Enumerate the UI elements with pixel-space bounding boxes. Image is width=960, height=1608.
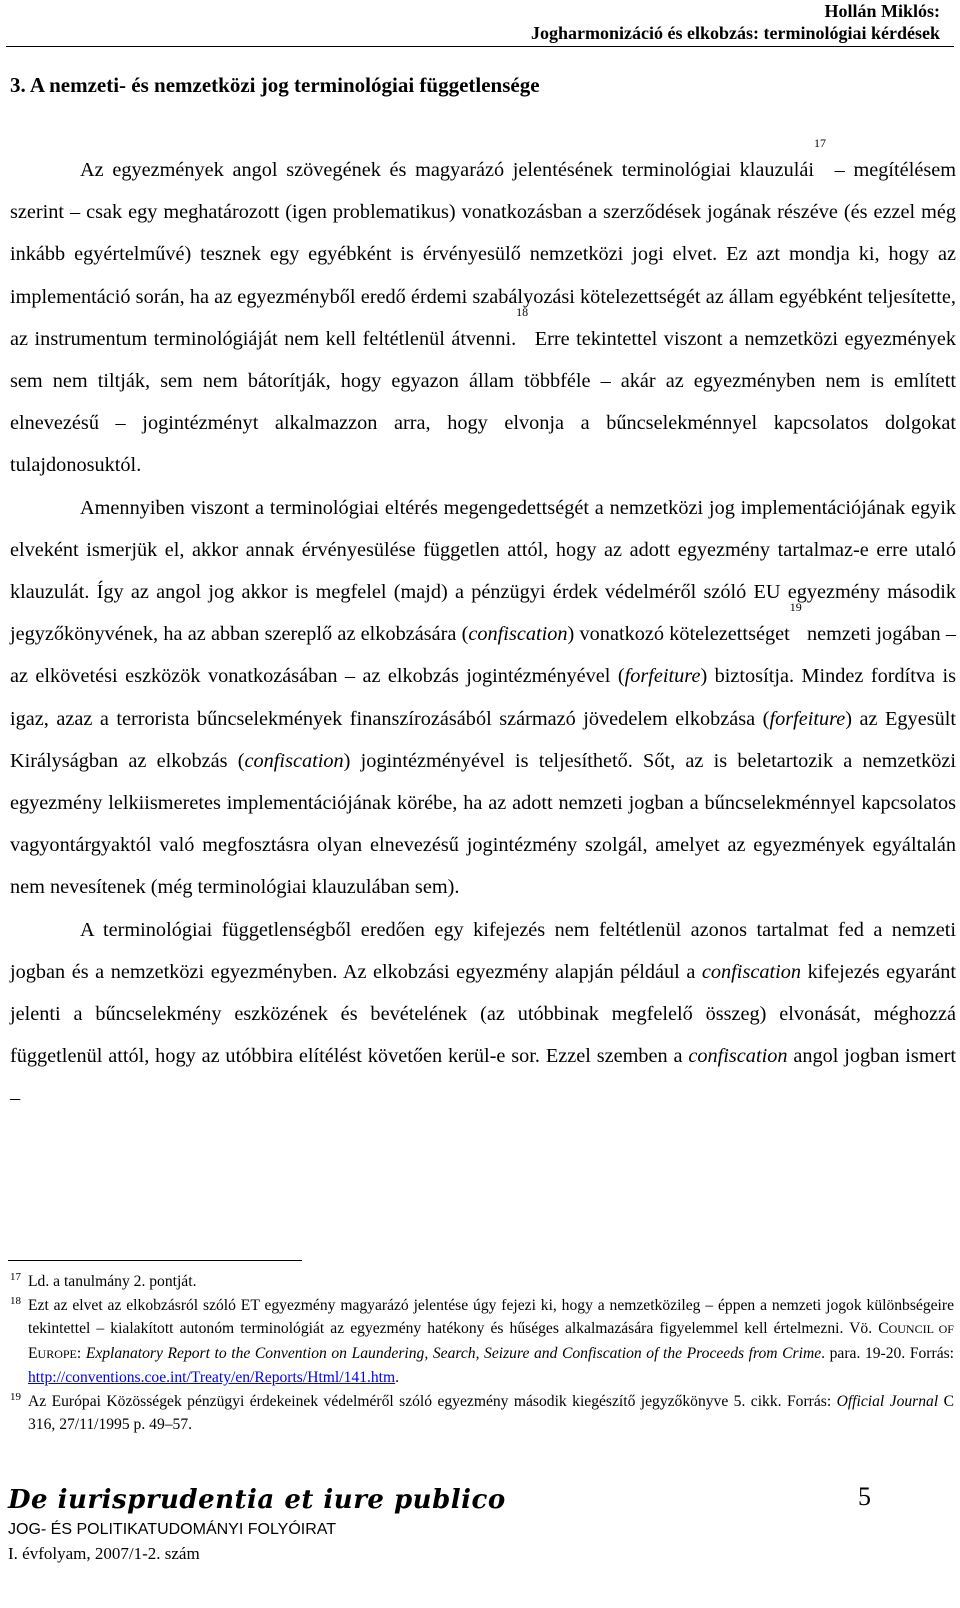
text-run: kifejezés egyaránt jelenti a bűncselekmény eszközének és bevételének (az utóbbinak megfelelő összeg) elvonását, méghozzá függetlenül attól, hogy az utóbbira elítélést követően kerül-e sor. Ezzel szemben a [10,960,956,1068]
italic-title: Official Journal [836,1392,939,1410]
text-run: ) vonatkozó kötelezettséget [567,623,790,646]
footnote-17 [10,1270,954,1294]
footnote-18 [10,1294,954,1390]
running-header [531,0,940,44]
paragraph-2 [10,487,956,909]
text-run: angol jogban ismert – [10,1045,956,1110]
text-run: ) biztosítja. Mindez fordítva is igaz, azaz a terrorista bűncselekmények finanszírozásából származó jövedelem elkobzása ( [10,665,956,730]
text-run: nemzeti jogában – az elkövetési eszközök vonatkozásában – az elkobzás jogintézményével ( [10,623,956,688]
italic-term: forfeiture [624,665,701,688]
footnote-text: C 316, 27/11/1995 p. 49–57. [28,1392,954,1433]
paragraph-3 [10,909,956,1120]
text-run: Erre tekintettel viszont a nemzetközi egyezmények sem nem tiltják, sem nem bátorítják, hogy egyazon állam többféle – akár az egyezményben nem is említett elnevezésű – jogintézményt alkalmazzon arra, hogy elvonja a bűncselekménnyel kapcsolatos dolgokat tulajdonosuktól. [10,327,956,477]
footnote-19 [10,1390,954,1437]
small-caps-text: UROPE [37,1346,77,1361]
footnote-ref-18[interactable]: 18 [516,304,529,319]
italic-term: confiscation [244,749,344,772]
text-run: ) az Egyesült Királyságban az elkobzás ( [10,707,957,772]
small-caps-text: OUNCIL OF [888,1322,954,1336]
paragraph-1 [10,136,956,487]
italic-title: Explanatory Report to the Convention on Laundering, Search, Seizure and Confiscation of the Proceeds from Crime [85,1344,822,1362]
journal-logo-text: De iurisprudentia et iure publico [8,1485,506,1515]
text-run: – megítélésem szerint – csak egy meghatározott (igen problematikus) vonatkozásban a szerződések jogának részéve (és ezzel még inkább egyértelművé) tesznek egy egyébként is érvényesülő nemzetközi jogi elvet. Ez azt mondja ki, hogy az implementáció során, ha az egyezményből eredő érdemi szabályozási kötelezettségét az állam egyébként teljesítette, az instrumentum terminológiáját nem kell feltétlenül átvenni. [10,159,956,350]
footnote-ref-17[interactable]: 17 [813,136,826,150]
footnote-text: . [395,1369,400,1386]
page-number: 5 [858,1482,871,1511]
journal-name: JOG- ÉS POLITIKATUDOMÁNYI FOLYÓIRAT [8,1521,337,1538]
small-caps-text: C [878,1320,889,1337]
footnote-text: . para. 19-20. Forrás: [821,1344,955,1362]
footnote-text: Ezt az elvet az elkobzásról szóló ET egyezmény magyarázó jelentése úgy fejezi ki, hogy a nemzetközileg – éppen a nemzeti jogok különbségeire tekintettel – kialakított autonóm terminológiát az egyezmény hatékony és hűséges alkalmazására figyelemmel kell értelmezni. Vö. [28,1296,954,1337]
italic-term: confiscation [468,623,568,646]
footnote-separator [8,1260,302,1261]
source-link[interactable]: http://conventions.coe.int/Treaty/en/Reports/Html/141.htm [28,1369,396,1386]
italic-term: confiscation [701,960,802,983]
footnote-text: : [76,1344,86,1362]
text-run: Az egyezmények angol szövegének és magyarázó jelentésének terminológiai klauzulái [80,159,814,181]
section-title: 3. A nemzeti- és nemzetközi jog terminológiai függetlensége [10,73,540,97]
header-title: Jogharmonizáció és elkobzás: terminológiai kérdések [531,23,940,43]
text-run: Amennyiben viszont a terminológiai eltérés megengedettségét a nemzetközi jog implementációjának egyik elveként ismerjük el, akkor annak érvényesülése független attól, hogy az adott egyezmény tartalmaz-e erre utaló klauzulát. Így az angol jog akkor is megfelel (majd) a pénzügyi érdek védelméről szóló EU egyezmény második jegyzőkönyvének, ha az abban szereplő az elkobzására ( [10,496,956,646]
text-run: A terminológiai függetlenségből eredően egy kifejezés nem feltétlenül azonos tartalmat fed a nemzeti jogban és a nemzetközi egyezményben. Az elkobzási egyezmény alapján például a [10,918,956,983]
footnote-text: Az Európai Közösségek pénzügyi érdekeinek védelméről szóló egyezmény második kiegészítő jegyzőkönyve 5. cikk. Forrás: [28,1392,837,1410]
small-caps-text: E [28,1344,38,1362]
journal-issue: I. évfolyam, 2007/1-2. szám [8,1544,200,1563]
italic-term: confiscation [688,1045,788,1068]
footnote-number: 19 [10,1390,21,1403]
body-text [10,136,957,1120]
italic-term: forfeiture [769,707,846,730]
header-author: Hollán Miklós: [824,1,940,21]
text-run: ) jogintézményével is teljesíthető. Sőt, az is beletartozik a nemzetközi egyezmény lelkiismeretes implementációjának körébe, ha az adott nemzeti jogban a bűncselekménnyel kapcsolatos vagyontárgyaktól való megfosztásra olyan elnevezésű jogintézmény szolgál, amelyet az egyezmények egyáltalán nem nevesítenek (még terminológiai klauzulában sem). [10,749,956,899]
footnotes [10,1270,954,1437]
footnote-text: Ld. a tanulmány 2. pontját. [28,1273,197,1290]
footnote-number: 17 [10,1271,21,1283]
footnote-number: 18 [10,1294,21,1307]
footnote-ref-19[interactable]: 19 [789,600,802,615]
header-rule [6,46,954,47]
